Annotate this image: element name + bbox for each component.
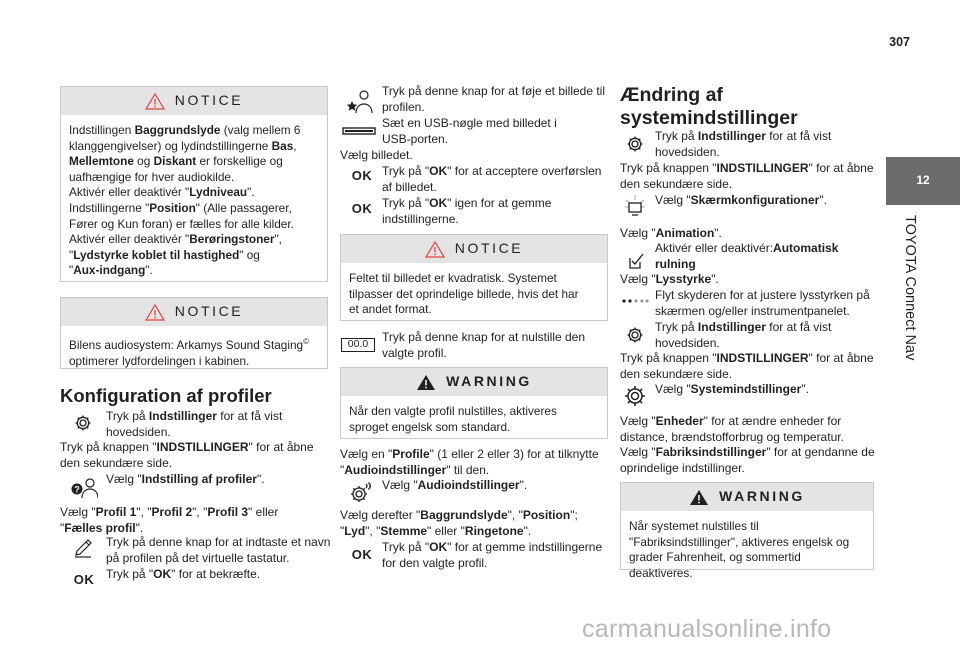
text-line: Aktivér eller deaktivér:Automatisk [655,241,839,255]
instruction-text [382,330,585,361]
instruction-text [106,567,260,583]
instruction-text [60,505,278,536]
instruction-text [340,148,413,164]
heading-line: Ændring af [620,84,723,106]
notice-header [61,87,327,115]
text-line: Tryk på knappen "INDSTILLINGER" for at åbne [620,161,874,175]
text-line: den sekundære side. [620,366,733,381]
instruction-text [340,447,599,478]
pencil-icon[interactable] [72,537,94,559]
text-line: Tryk på Indstillinger for at få vist [106,409,283,423]
text-line: Vælg "Indstilling af profiler". [106,472,265,486]
text-line: Vælg derefter "Baggrundslyde", "Position"; [340,508,578,522]
screen-config-icon[interactable] [622,193,648,219]
text-line: Vælg "Skærmkonfigurationer". [655,193,827,207]
add-photo-icon[interactable] [344,88,374,116]
page-number: 307 [889,35,910,49]
text-line: uafhængige for hver audiokilde. [69,169,235,184]
instruction-text [382,116,557,147]
brightness-slider-icon[interactable] [621,296,649,306]
text-line: grader Fahrenheit, og sommertid deaktiveres. [629,550,801,580]
warning-box-reset [340,367,608,439]
text-line: Feltet til billedet er kvadratisk. Systemet [349,271,557,285]
text-line: "Lydstyrke koblet til hastighed" og [69,247,260,262]
text-line: Vælg "Fabriksindstillinger" for at gendanne de [620,445,875,459]
warning-triangle-filled-icon [689,489,709,506]
text-line: USB-porten. [382,131,449,146]
text-line: Aktivér eller deaktivér "Berøringstoner", [69,232,282,247]
warning-heading: WARNING [446,373,532,390]
notice-heading: NOTICE [174,92,244,109]
instruction-text [106,409,282,440]
text-line: Tryk på "OK" igen for at gemme [382,196,552,210]
audio-settings-gear-icon[interactable] [346,480,374,506]
text-line: Tryk på knappen "INDSTILLINGER" for at åbne [60,440,314,454]
instruction-text [620,414,875,476]
text-line: Tryk på "OK" for at bekræfte. [106,567,261,581]
instruction-text [620,226,722,242]
instruction-text [620,161,874,192]
instruction-text [340,508,578,539]
text-line: Vælg "Audioindstillinger". [382,478,528,492]
warning-triangle-outline-icon [145,304,165,321]
text-line: distance, brændstofforbrug og temperatur. [620,429,844,444]
text-line: Tryk på Indstillinger for at få vist [655,320,832,334]
checkbox-icon[interactable] [626,251,646,271]
warning-header [621,483,873,511]
text-line: Mellemtone og Diskant er forskellige og [69,154,283,169]
instruction-text [655,129,831,160]
gear-icon[interactable] [624,133,646,155]
text-line: hovedsiden. [655,335,720,350]
warning-heading: WARNING [719,488,805,505]
notice-text [341,263,607,326]
text-line: Når systemet nulstilles til [629,519,759,533]
text-line: Vælg "Lysstyrke". [620,272,719,286]
text-line: Bilens audiosystem: Arkamys Sound Staging© [69,337,310,352]
instruction-text [620,272,719,288]
warning-text [621,511,873,589]
text-line: Vælg "Systemindstillinger". [655,382,809,396]
instruction-text [60,440,314,471]
text-line: af billedet. [382,179,437,194]
text-line: for den valgte profil. [382,555,488,570]
text-line: profilen. [382,99,425,114]
heading-line: systemindstillinger [620,107,798,129]
usb-slot-icon [342,126,376,136]
text-line: Indstillingen Baggrundslyde (valg mellem 6 [69,123,301,137]
text-line: "Lyd", "Stemme" eller "Ringetone". [340,523,532,538]
text-line: skærmen og/eller instrumentpanelet. [655,303,850,318]
warning-triangle-outline-icon [425,241,445,258]
text-line: "Fabriksindstillinger", aktiveres engelsk og [629,534,850,549]
chapter-title-text: TOYOTA Connect Nav [902,215,918,361]
gear-icon[interactable] [624,324,646,346]
profile-settings-icon[interactable] [70,476,98,500]
ok-button[interactable]: OK [351,547,373,563]
text-line: Tryk på denne knap for at nulstille den [382,330,586,344]
instruction-text [382,196,551,227]
notice-header [341,235,607,263]
watermark: carmanualsonline.info [582,615,832,643]
text-line: Indstillingerne "Position" (Alle passagerer, [69,200,292,215]
instruction-text [620,351,874,382]
instruction-text [655,241,838,272]
text-line: Vælg "Profil 1", "Profil 2", "Profil 3" eller [60,505,279,519]
gear-icon[interactable] [72,412,94,434]
text-line: indstillingerne. [382,211,459,226]
text-line: Tryk på denne knap for at føje et billede til [382,84,606,98]
text-line: Vælg "Enheder" for at ændre enheder for [620,414,842,428]
instruction-text [655,288,870,319]
warning-box-factory [620,482,874,580]
notice-box-image [340,234,608,321]
section-heading-system [620,84,798,130]
text-line: optimerer lydfordelingen i kabinen. [69,353,250,368]
reset-profile-button[interactable]: 00.0 [341,338,375,352]
notice-heading: NOTICE [454,240,524,257]
notice-heading: NOTICE [174,303,244,320]
text-line: Tryk på denne knap for at indtaste et navn [106,535,331,549]
instruction-text [655,320,831,351]
text-line: Fører og Kun foran) er fælles for alle kilder. [69,216,294,231]
notice-text [61,326,327,377]
ok-button[interactable]: OK [351,201,373,217]
text-line: klanggengivelser) og lydindstillingerne Bas, [69,138,297,153]
warning-triangle-filled-icon [416,374,436,391]
text-line: Vælg billedet. [340,148,413,162]
instruction-text [655,193,827,209]
text-line: Vælg "Animation". [620,226,722,240]
notice-header [61,298,327,326]
svg-text:?: ? [74,484,80,495]
text-line: et andet format. [349,302,432,317]
text-line: på profilen på det virtuelle tastatur. [106,550,290,565]
text-line: rulning [655,256,696,271]
text-line: Når den valgte profil nulstilles, aktiveres [349,404,557,418]
section-heading-profiles: Konfiguration af profiler [60,385,272,406]
warning-triangle-outline-icon [145,93,165,110]
text-line: den sekundære side. [60,455,173,470]
ok-button[interactable]: OK [351,168,373,184]
chapter-tab[interactable]: 12 [886,157,960,205]
text-line: Vælg en "Profile" (1 eller 2 eller 3) for at tilknytte [340,447,599,461]
notice-text [61,115,327,287]
chapter-title [897,215,919,395]
instruction-text [382,164,601,195]
instruction-text [382,478,527,494]
text-line: Sæt en USB-nøgle med billedet i [382,116,557,130]
text-line: "Audioindstillinger" til den. [340,462,490,477]
text-line: Tryk på "OK" for at gemme indstillingerne [382,540,603,554]
text-line: Tryk på knappen "INDSTILLINGER" for at åbne [620,351,874,365]
text-line: "Aux-indgang". [69,263,153,278]
text-line: sproget engelsk som standard. [349,419,511,434]
notice-box-arkamys [60,297,328,369]
instruction-text [382,540,602,571]
text-line: Tryk på Indstillinger for at få vist [655,129,832,143]
system-settings-gear-icon[interactable] [622,383,648,409]
text-line: hovedsiden. [655,144,720,159]
text-line: hovedsiden. [106,424,171,439]
ok-button[interactable]: OK [73,572,95,588]
instruction-text [106,472,265,488]
notice-box-audio [60,86,328,282]
instruction-text [106,535,330,566]
text-line: den sekundære side. [620,176,733,191]
text-line: tilpasser det oprindelige billede, hvis det har [349,286,579,301]
instruction-text [382,84,605,115]
text-line: Tryk på "OK" for at acceptere overførslen [382,164,602,178]
text-line: oprindelige indstillinger. [620,460,745,475]
warning-header [341,368,607,396]
text-line: "Fælles profil". [60,520,144,535]
text-line: Aktivér eller deaktivér "Lydniveau". [69,185,255,200]
warning-text [341,396,607,443]
text-line: valgte profil. [382,345,447,360]
instruction-text [655,382,809,398]
text-line: Flyt skyderen for at justere lysstyrken på [655,288,870,302]
